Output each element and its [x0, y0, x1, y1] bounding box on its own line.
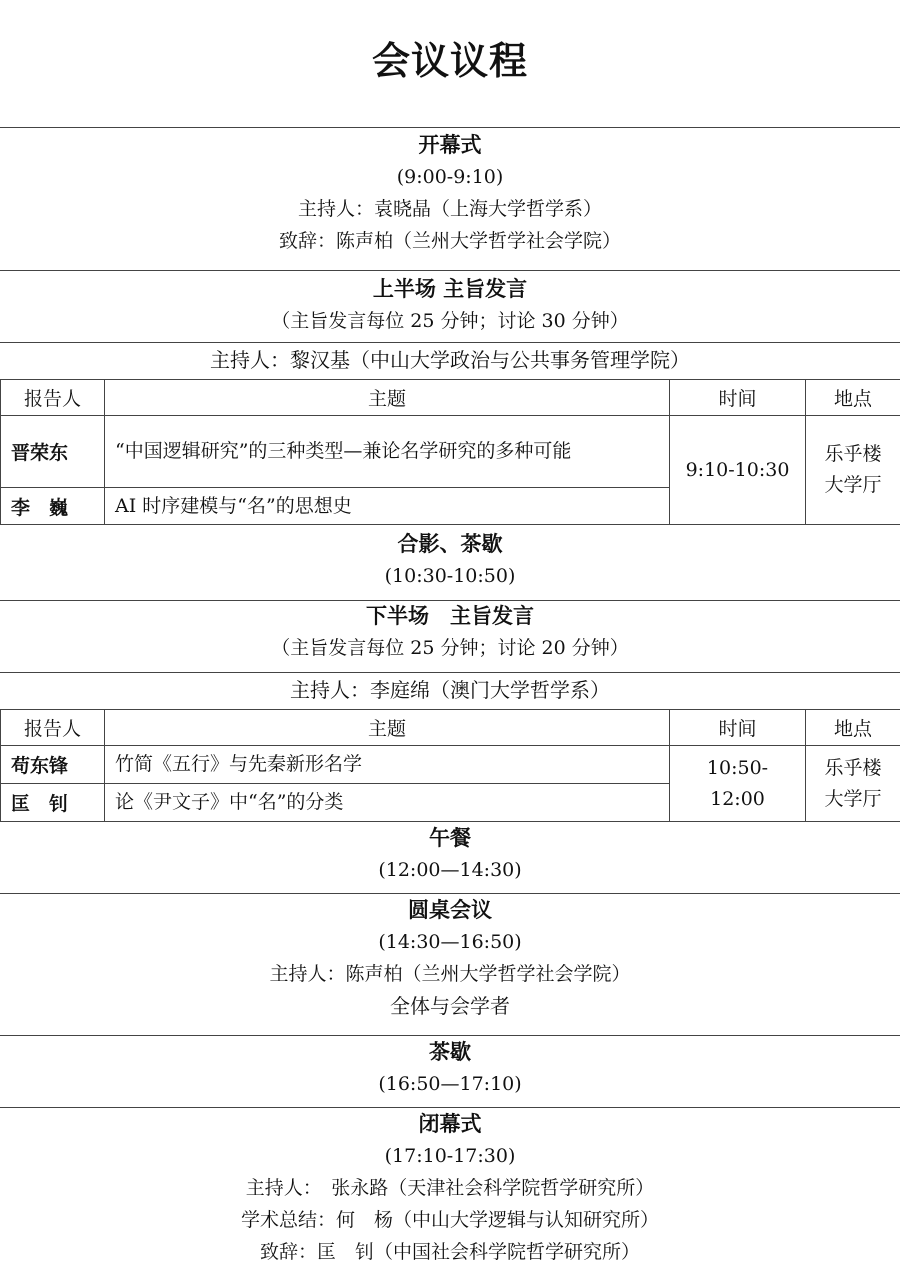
opening-heading: 开幕式 [418, 133, 482, 157]
header-place: 地点 [806, 710, 900, 746]
reporter-name: 李 巍 [1, 488, 105, 525]
table-row [1, 746, 900, 784]
break2-time: (16:50—17:10) [378, 1073, 522, 1095]
session1-time: 9:10-10:30 [670, 416, 806, 525]
roundtable-section [0, 894, 900, 1022]
lunch-heading: 午餐 [429, 826, 471, 850]
header-time: 时间 [670, 380, 806, 416]
table-header-row [1, 380, 900, 416]
closing-speech: 致辞：匡 钊（中国社会科学院哲学研究所） [259, 1241, 640, 1263]
opening-speech: 致辞：陈声柏（兰州大学哲学社会学院） [278, 230, 621, 252]
opening-host: 主持人：袁晓晶（上海大学哲学系） [297, 198, 602, 220]
second-half-section [0, 600, 900, 664]
closing-heading: 闭幕式 [418, 1112, 482, 1136]
page-title: 会议议程 [371, 39, 528, 83]
second-half-host-row [0, 672, 900, 708]
report-topic: 竹简《五行》与先秦新形名学 [105, 746, 670, 784]
session1-place: 乐乎楼大学厅 [806, 416, 900, 525]
opening-section [0, 129, 900, 257]
header-topic: 主题 [105, 380, 670, 416]
opening-time: (9:00-9:10) [396, 166, 504, 188]
second-half-heading: 下半场 主旨发言 [366, 604, 534, 628]
closing-section [0, 1108, 900, 1268]
session2-place: 乐乎楼大学厅 [806, 746, 900, 822]
reporter-name: 匡 钊 [1, 784, 105, 822]
roundtable-time: (14:30—16:50) [378, 931, 522, 953]
roundtable-heading: 圆桌会议 [408, 898, 492, 922]
roundtable-participants: 全体与会学者 [390, 994, 510, 1018]
first-half-heading: 上半场 主旨发言 [372, 277, 528, 301]
first-half-host-row [0, 343, 900, 377]
break1-heading: 合影、茶歇 [397, 532, 503, 556]
first-half-note: （主旨发言每位 25 分钟；讨论 30 分钟） [271, 310, 629, 332]
break2-heading: 茶歇 [429, 1040, 471, 1064]
second-half-note: （主旨发言每位 25 分钟；讨论 20 分钟） [271, 637, 629, 659]
break2-section [0, 1036, 900, 1100]
break1-time: (10:30-10:50) [384, 565, 516, 587]
reporter-name: 晋荣东 [1, 416, 105, 488]
closing-summary: 学术总结：何 杨（中山大学逻辑与认知研究所） [240, 1209, 659, 1231]
lunch-section [0, 822, 900, 886]
report-topic: 论《尹文子》中“名”的分类 [105, 784, 670, 822]
first-half-section [0, 273, 900, 337]
divider [0, 127, 900, 128]
header-time: 时间 [670, 710, 806, 746]
table-header-row [1, 710, 900, 746]
session2-time: 10:50-12:00 [670, 746, 806, 822]
header-place: 地点 [806, 380, 900, 416]
header-reporter: 报告人 [1, 380, 105, 416]
first-half-host: 主持人：黎汉基（中山大学政治与公共事务管理学院） [210, 348, 690, 372]
lunch-time: (12:00—14:30) [378, 859, 522, 881]
header-topic: 主题 [105, 710, 670, 746]
break1-section [0, 528, 900, 592]
second-half-host: 主持人：李庭绵（澳门大学哲学系） [290, 678, 610, 702]
divider [0, 270, 900, 271]
roundtable-host: 主持人：陈声柏（兰州大学哲学社会学院） [269, 963, 631, 985]
table-row [1, 416, 900, 488]
closing-host: 主持人： 张永路（天津社会科学院哲学研究所） [245, 1177, 655, 1199]
report-topic: “中国逻辑研究”的三种类型—兼论名学研究的多种可能 [105, 416, 670, 488]
session1-table [0, 379, 900, 525]
session2-table [0, 709, 900, 822]
header-reporter: 报告人 [1, 710, 105, 746]
reporter-name: 苟东锋 [1, 746, 105, 784]
closing-time: (17:10-17:30) [384, 1145, 516, 1167]
report-topic: AI 时序建模与“名”的思想史 [105, 488, 670, 525]
